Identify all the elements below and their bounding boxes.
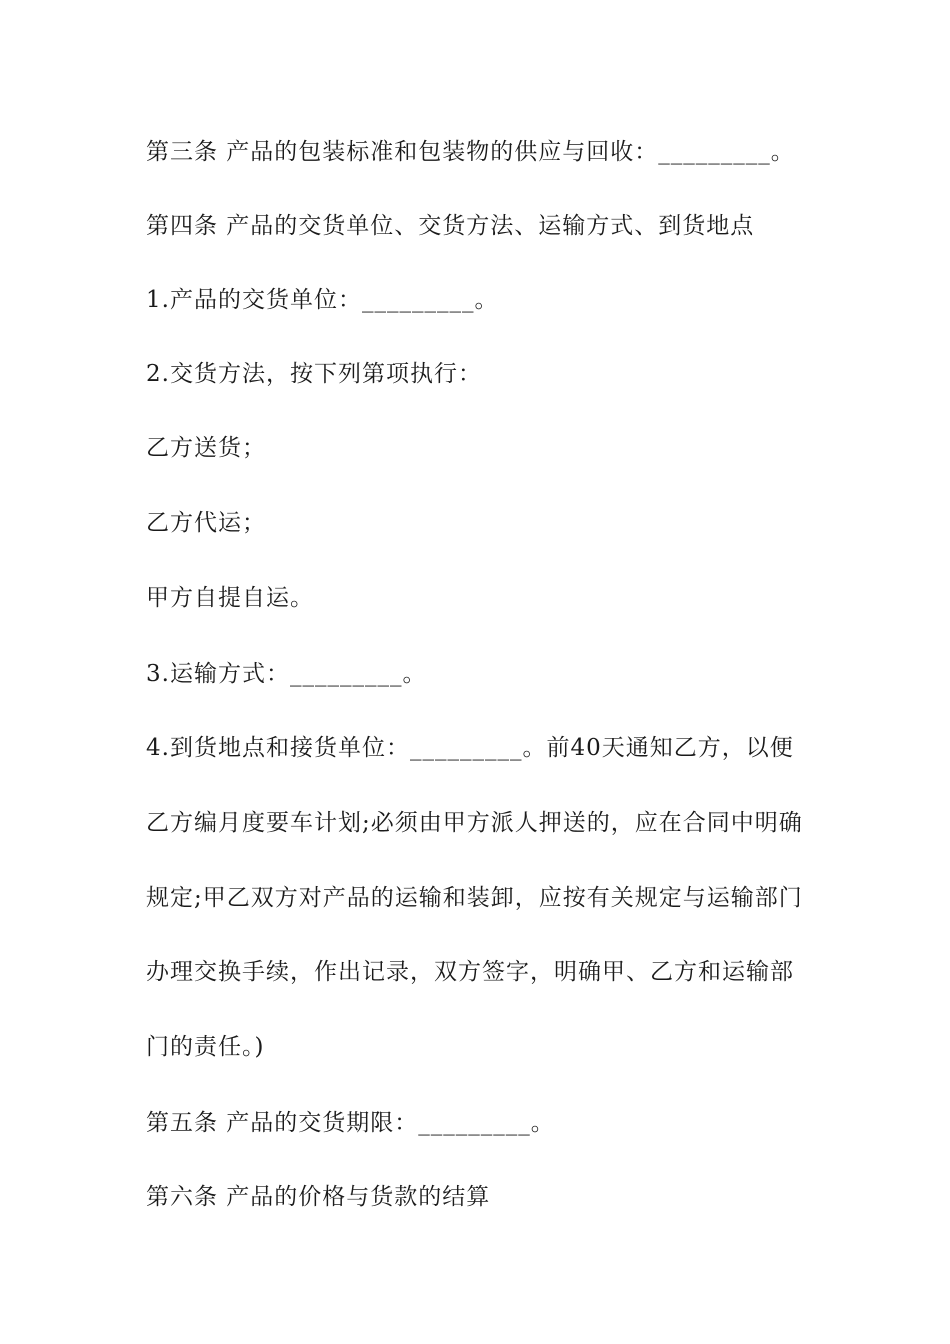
clause-3-packaging: 第三条 产品的包装标准和包装物的供应与回收：_________。 [146,139,795,165]
clause-4-item-3: 3.运输方式：_________。 [146,661,427,687]
clause-4-item-2: 2.交货方法，按下列第项执行： [146,361,482,387]
delivery-option-seller-delivers: 乙方送货； [146,435,266,461]
delivery-option-buyer-pickup: 甲方自提自运。 [146,585,314,611]
clause-4-item-4-cont-3: 办理交换手续，作出记录，双方签字，明确甲、乙方和运输部 [146,959,794,985]
clause-5-delivery-period: 第五条 产品的交货期限：_________。 [146,1110,555,1136]
clause-4-item-4-cont-1: 乙方编月度要车计划;必须由甲方派人押送的，应在合同中明确 [146,810,803,836]
clause-6-heading: 第六条 产品的价格与货款的结算 [146,1184,491,1210]
clause-4-item-4: 4.到货地点和接货单位：_________。前40天通知乙方，以便 [146,735,794,761]
clause-4-heading: 第四条 产品的交货单位、交货方法、运输方式、到货地点 [146,213,755,239]
clause-4-item-4-cont-2: 规定;甲乙双方对产品的运输和装卸，应按有关规定与运输部门 [146,885,803,911]
delivery-option-seller-ships: 乙方代运； [146,510,266,536]
clause-4-item-4-cont-4: 门的责任。) [146,1034,265,1060]
clause-4-item-1: 1.产品的交货单位：_________。 [146,287,499,313]
